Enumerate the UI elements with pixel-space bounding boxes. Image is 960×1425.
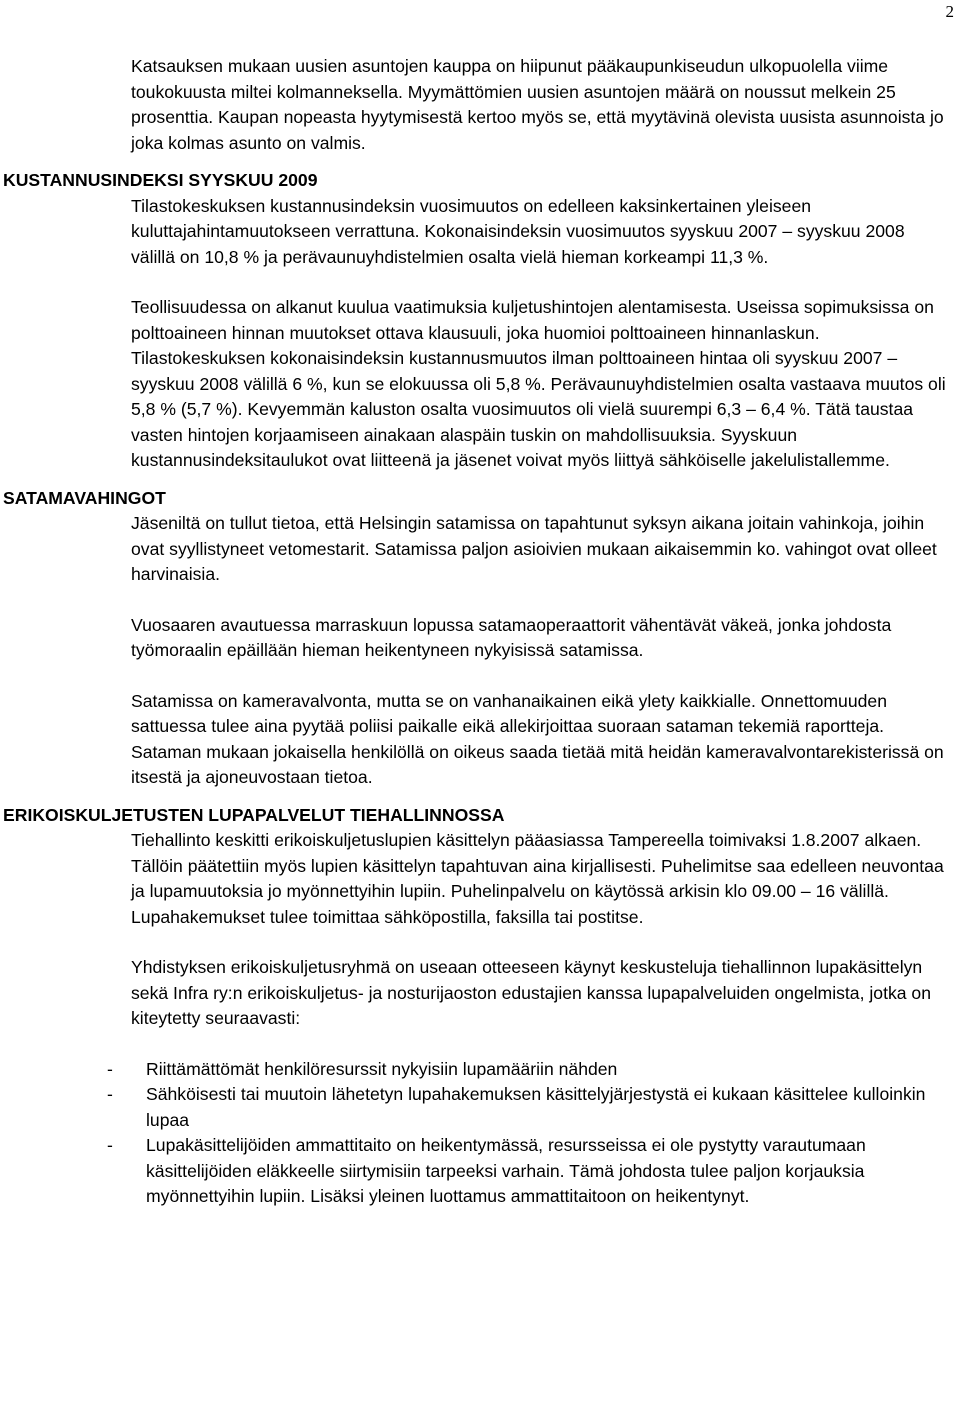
spacer xyxy=(0,930,960,955)
cost-index-paragraph-1: Tilastokeskuksen kustannusindeksin vuosimuutos on edelleen kaksinkertainen yleiseen kuluttajahintamuutokseen verrattuna. Kokonaisindeksin vuosimuutos syyskuu 2007 – syyskuu 2008 välillä on 10,8 % ja perävaunuyhdistelmien osalta vielä hieman korkeampi 11,3 %. xyxy=(131,195,905,267)
list-item xyxy=(0,1057,960,1083)
intro-paragraph: Katsauksen mukaan uusien asuntojen kauppa on hiipunut pääkaupunkiseudun ulkopuolella viime toukokuusta miltei kolmanneksella. Myymättömien uusien asuntojen määrä on noussut melkein 25 prosenttia. Kaupan nopeasta hyytymisestä kertoo myös se, että myytävinä olevista uusista asunnoista jo joka kolmas asunto on valmis. xyxy=(131,56,944,153)
page-number: 2 xyxy=(945,2,954,21)
special-transport-paragraph-1: Tiehallinto keskitti erikoiskuljetuslupien käsittelyn pääasiassa Tampereella toimivaksi 1.8.2007 alkaen. Tällöin päätettiin myös lupien käsittelyn tapahtuvan aina kirjallisesti. Puhelimitse saa edelleen neuvontaa ja lupamuutoksia jo myönnettyihin lupiin. Puhelinpalvelu on käytössä arkisin klo 09.00 – 16 välillä. Lupahakemukset tulee toimittaa sähköpostilla, faksilla tai postitse. xyxy=(131,830,944,927)
list-item-text: Sähköisesti tai muutoin lähetetyn lupahakemuksen käsittelyjärjestystä ei kukaan käsittelee kulloinkin lupaa xyxy=(146,1084,926,1130)
list-item-text: Riittämättömät henkilöresurssit nykyisiin lupamääriin nähden xyxy=(146,1058,618,1079)
document-body xyxy=(0,54,960,1210)
spacer xyxy=(0,1032,960,1057)
list-marker: - xyxy=(107,1084,113,1104)
cost-index-section xyxy=(0,168,960,474)
issues-list xyxy=(0,1057,960,1210)
spacer xyxy=(0,474,960,486)
list-marker: - xyxy=(107,1135,113,1155)
spacer xyxy=(0,270,960,295)
list-item-text: Lupakäsittelijöiden ammattitaito on heikentymässä, resursseissa ei ole pystytty varautumaan käsittelijöiden eläkkeelle siirtymisiin tarpeeksi varhain. Tämä johdosta tulee paljon korjauksia myönnettyihin lupiin. Lisäksi yleinen luottamus ammattitaitoon on heikentynyt. xyxy=(146,1135,866,1206)
spacer xyxy=(0,791,960,803)
list-item xyxy=(0,1133,960,1210)
port-damage-heading: SATAMAVAHINGOT xyxy=(3,487,166,508)
list-marker: - xyxy=(107,1058,113,1079)
intro-section xyxy=(0,54,960,156)
special-transport-section xyxy=(0,803,960,1210)
spacer xyxy=(0,664,960,689)
port-damage-section xyxy=(0,486,960,791)
list-item xyxy=(0,1082,960,1133)
cost-index-heading: KUSTANNUSINDEKSI SYYSKUU 2009 xyxy=(3,170,318,190)
spacer xyxy=(0,156,960,168)
special-transport-paragraph-2: Yhdistyksen erikoiskuljetusryhmä on useaan otteeseen käynyt keskusteluja tiehallinnon lupakäsittelyn sekä Infra ry:n erikoiskuljetus- ja nosturijaoston edustajien kanssa lupapalveluiden ongelmista, jotka on kiteytetty seuraavasti: xyxy=(131,957,931,1028)
port-damage-paragraph-2: Vuosaaren avautuessa marraskuun lopussa satamaoperaattorit vähentävät väkeä, jonka johdosta työmoraalin epäillään hieman heikentyneen nykyisissä satamissa. xyxy=(131,614,892,660)
port-damage-paragraph-1: Jäseniltä on tullut tietoa, että Helsingin satamissa on tapahtunut syksyn aikana joitain vahinkoja, joihin ovat syyllistyneet vetomestarit. Satamissa paljon asioivien mukaan aikaisemmin ko. vahingot ovat olleet harvinaisia. xyxy=(131,513,937,584)
cost-index-paragraph-2: Teollisuudessa on alkanut kuulua vaatimuksia kuljetushintojen alentamisesta. Useissa sopimuksissa on polttoaineen hinnan muutokset ottava klausuuli, joka huomioi polttoaineen hinnanlaskun. Tilastokeskuksen kokonaisindeksin kustannusmuutos ilman polttoaineen hintaa oli syyskuu 2007 – syyskuu 2008 välillä 6 %, kun se elokuussa oli 5,8 %. Perävaunuyhdistelmien osalta vastaava muutos oli 5,8 % (5,7 %). Kevyemmän kaluston osalta vuosimuutos oli vielä suurempi 6,3 – 6,4 %. Tätä taustaa vasten hintojen korjaamiseen ainakaan alaspäin tuskin on mahdollisuuksia. Syyskuun kustannusindeksitaulukot ovat liitteenä ja jäsenet voivat myös liittyä sähköiselle jakelulistallemme. xyxy=(131,297,946,470)
special-transport-heading: ERIKOISKULJETUSTEN LUPAPALVELUT TIEHALLINNOSSA xyxy=(3,804,505,825)
spacer xyxy=(0,588,960,613)
port-damage-paragraph-3: Satamissa on kameravalvonta, mutta se on vanhanaikainen eikä ylety kaikkialle. Onnettomuuden sattuessa tulee aina pyytää poliisi paikalle eikä allekirjoittaa suoraan sataman tekemiä raportteja. Sataman mukaan jokaisella henkilöllä on oikeus saada tietää mitä heidän kameravalvontarekisterissä on itsestä ja ajoneuvostaan tietoa. xyxy=(131,690,944,787)
